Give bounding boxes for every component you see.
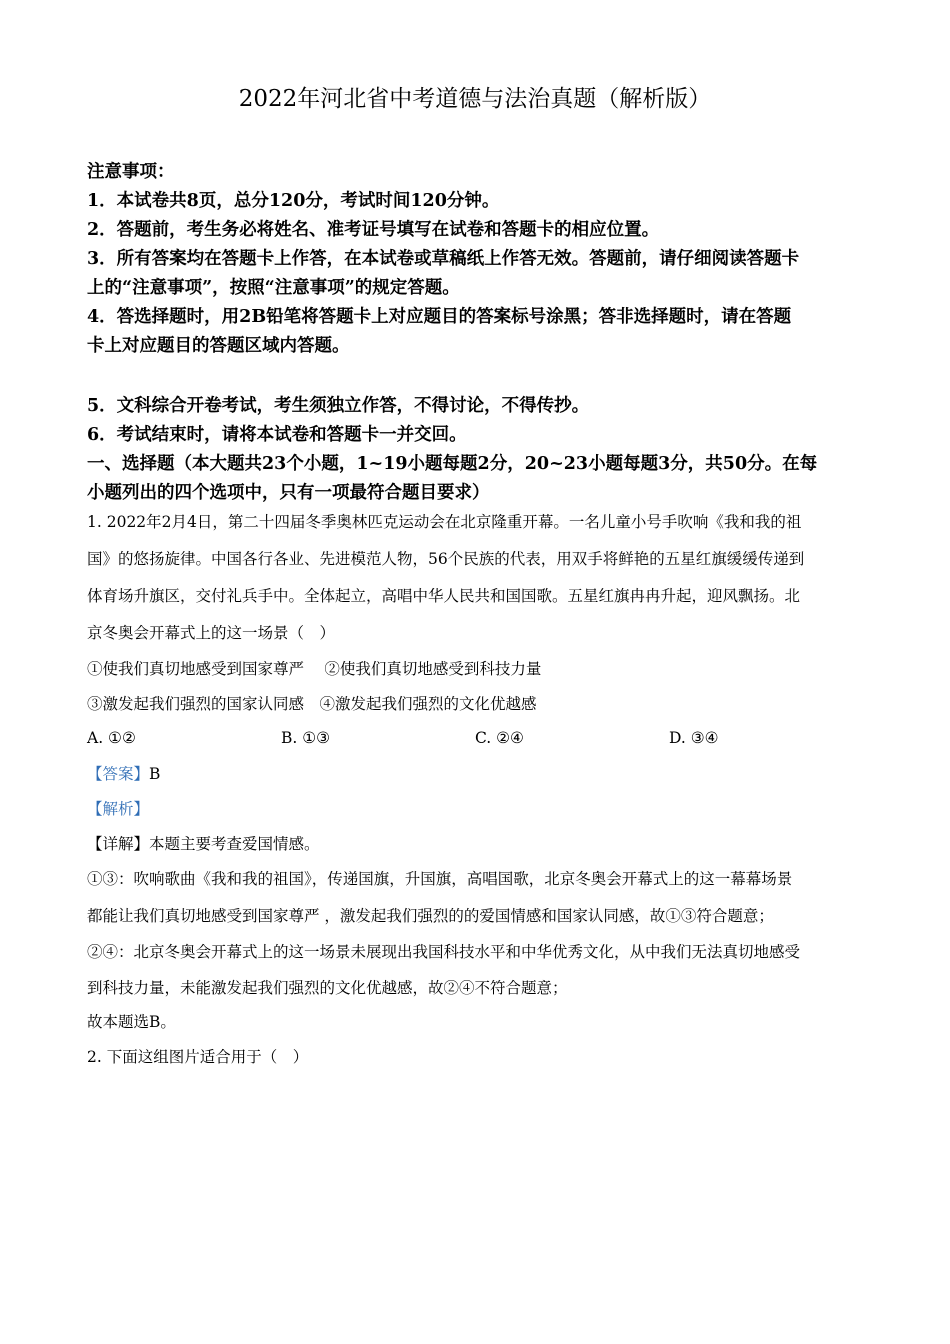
section-title: 小题列出的四个选项中，只有一项最符合题目要求）: [87, 483, 490, 503]
answer-value: B: [149, 765, 161, 783]
notice-block: [87, 158, 867, 361]
option-d: D. ③④: [669, 729, 719, 747]
analysis-tag: 【解析】: [87, 800, 150, 818]
statement-line: ①使我们真切地感受到国家尊严 ②使我们真切地感受到科技力量: [87, 660, 542, 678]
notice-block-2: [87, 392, 867, 508]
notice-heading: 注意事项：: [87, 162, 175, 182]
notice-item: 1．本试卷共8页，总分120分，考试时间120分钟。: [87, 191, 500, 211]
answer-tag: 【答案】: [87, 765, 150, 783]
question-1-stem: [87, 504, 867, 652]
page-title: 2022年河北省中考道德与法治真题（解析版）: [238, 86, 712, 112]
detail-line: 都能让我们真切地感受到国家尊严 ，激发起我们强烈的的爱国情感和国家认同感，故①③符合题意；: [87, 907, 774, 925]
question-text: 1. 2022年2月4日，第二十四届冬季奥林匹克运动会在北京隆重开幕。一名儿童小号手吹响《我和我的祖: [87, 513, 802, 531]
option-b: B. ①③: [281, 729, 331, 747]
detail-line: ①③：吹响歌曲《我和我的祖国》，传递国旗，升国旗，高唱国歌，北京冬奥会开幕式上的这一幕幕场景: [87, 870, 793, 888]
statement-line: ③激发起我们强烈的国家认同感 ④激发起我们强烈的文化优越感: [87, 695, 537, 713]
notice-item: 6．考试结束时，请将本试卷和答题卡一并交回。: [87, 425, 467, 445]
notice-item: 5．文科综合开卷考试，考生须独立作答，不得讨论，不得传抄。: [87, 396, 590, 416]
notice-item: 2．答题前，考生务必将姓名、准考证号填写在试卷和答题卡的相应位置。: [87, 220, 660, 240]
option-c: C. ②④: [475, 729, 524, 747]
question-text: 国》的悠扬旋律。中国各行各业、先进模范人物，56个民族的代表，用双手将鲜艳的五星红旗缓缓传递到: [87, 550, 805, 568]
detail-line: 【详解】本题主要考查爱国情感。: [87, 835, 320, 853]
question-2-stem: 2. 下面这组图片适合用于（ ）: [87, 1048, 309, 1066]
detail-line: ②④：北京冬奥会开幕式上的这一场景未展现出我国科技水平和中华优秀文化，从中我们无法真切地感受: [87, 943, 801, 961]
notice-item: 卡上对应题目的答题区域内答题。: [87, 336, 350, 356]
section-title: 一、选择题（本大题共23个小题，1~19小题每题2分，20~23小题每题3分，共50分。在每: [87, 454, 818, 474]
notice-item: 上的“注意事项”，按照“注意事项”的规定答题。: [87, 278, 460, 298]
question-text: 京冬奥会开幕式上的这一场景（ ）: [87, 624, 336, 642]
notice-item: 3．所有答案均在答题卡上作答，在本试卷或草稿纸上作答无效。答题前，请仔细阅读答题卡: [87, 249, 800, 269]
question-text: 体育场升旗区，交付礼兵手中。全体起立，高唱中华人民共和国国歌。五星红旗冉冉升起，迎风飘扬。北: [87, 587, 801, 605]
detail-line: 故本题选B。: [87, 1013, 176, 1031]
answer-line: [87, 757, 160, 792]
detail-line: 到科技力量，未能激发起我们强烈的文化优越感，故②④不符合题意；: [87, 979, 568, 997]
notice-item: 4．答选择题时，用2B铅笔将答题卡上对应题目的答案标号涂黑；答非选择题时，请在答题: [87, 307, 792, 327]
option-a: A. ①②: [87, 729, 136, 747]
